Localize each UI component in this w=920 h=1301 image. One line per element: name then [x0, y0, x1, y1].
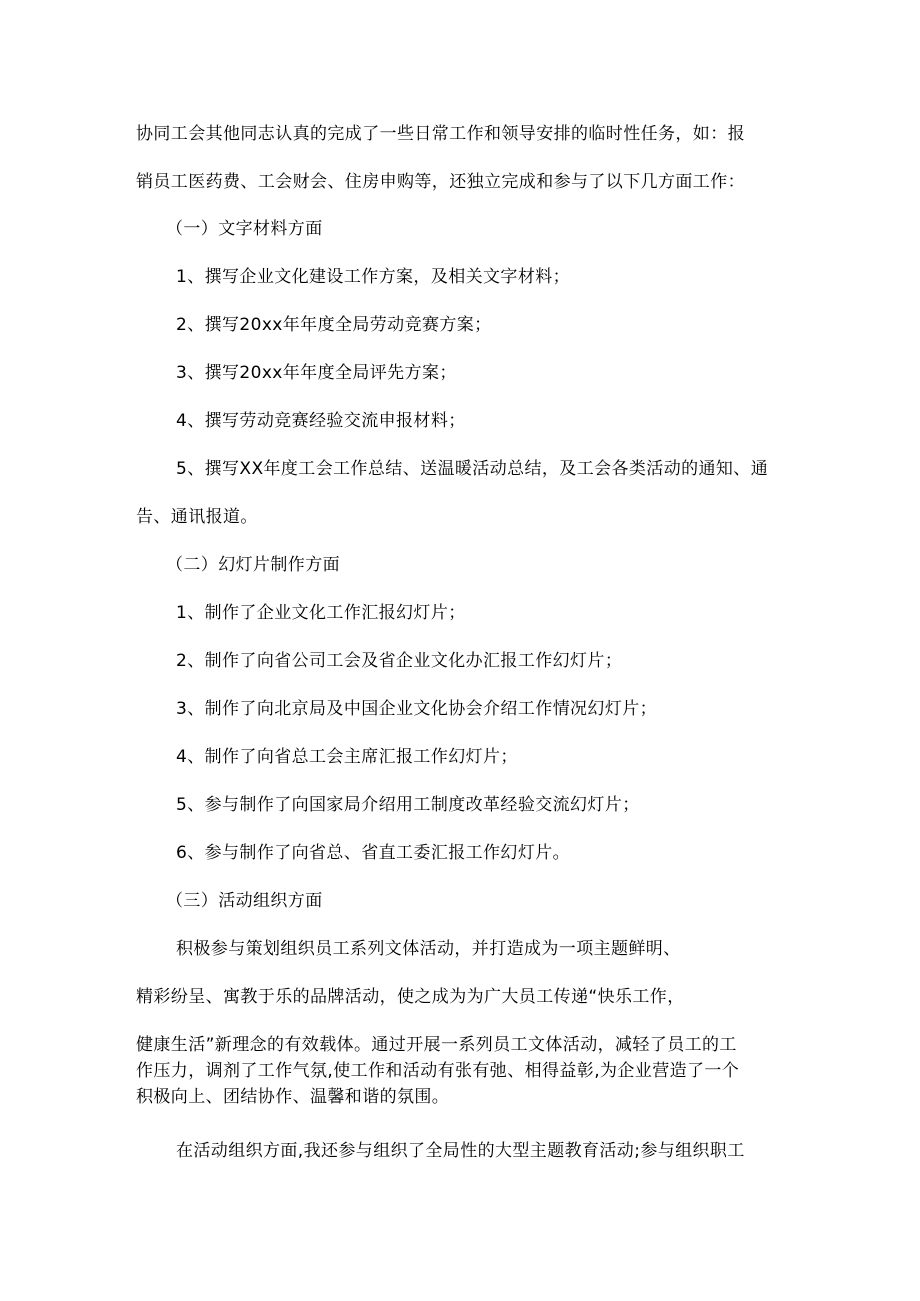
- list-item-1-2: 2、撰写20xx年年度全局劳动竞赛方案；: [176, 315, 492, 335]
- paragraph-line-1: 协同工会其他同志认真的完成了一些日常工作和领导安排的临时性任务，如：报: [136, 124, 745, 144]
- list-item-1-5: 5、撰写XX年度工会工作总结、送温暖活动总结，及工会各类活动的通知、通: [176, 459, 769, 479]
- list-item-1-4: 4、撰写劳动竞赛经验交流申报材料；: [176, 411, 466, 431]
- paragraph-organization: 在活动组织方面,我还参与组织了全局性的大型主题教育活动;参与组织职工: [176, 1141, 745, 1161]
- list-item-2-4: 4、制作了向省总工会主席汇报工作幻灯片；: [176, 747, 518, 767]
- paragraph-line-2: 销员工医药费、工会财会、住房申购等，还独立完成和参与了以下几方面工作：: [136, 172, 745, 192]
- section-heading-2: （二）幻灯片制作方面: [166, 555, 340, 575]
- list-item-1-5-cont: 告、通讯报道。: [136, 507, 258, 527]
- list-item-2-5: 5、参与制作了向国家局介绍用工制度改革经验交流幻灯片；: [176, 795, 640, 815]
- list-item-2-6: 6、参与制作了向省总、省直工委汇报工作幻灯片。: [176, 843, 571, 863]
- section-heading-1: （一）文字材料方面: [166, 219, 323, 239]
- paragraph-activity-1: 积极参与策划组织员工系列文体活动，并打造成为一项主题鲜明、: [176, 939, 681, 959]
- list-item-1-3: 3、撰写20xx年年度全局评先方案；: [176, 363, 457, 383]
- list-item-2-1: 1、制作了企业文化工作汇报幻灯片；: [176, 603, 466, 623]
- list-item-2-2: 2、制作了向省公司工会及省企业文化办汇报工作幻灯片；: [176, 651, 623, 671]
- paragraph-activity-3: 健康生活”新理念的有效载体。通过开展一系列员工文体活动，减轻了员工的工: [136, 1035, 737, 1055]
- paragraph-activity-2: 精彩纷呈、寓教于乐的品牌活动，使之成为为广大员工传递“快乐工作，: [136, 987, 685, 1007]
- paragraph-activity-5: 积极向上、团结协作、温馨和谐的氛围。: [136, 1087, 450, 1107]
- list-item-2-3: 3、制作了向北京局及中国企业文化协会介绍工作情况幻灯片；: [176, 699, 658, 719]
- list-item-1-1: 1、撰写企业文化建设工作方案，及相关文字材料；: [176, 267, 571, 287]
- paragraph-activity-4: 作压力，调剂了工作气氛,使工作和活动有张有弛、相得益彰,为企业营造了一个: [136, 1061, 740, 1081]
- section-heading-3: （三）活动组织方面: [166, 891, 323, 911]
